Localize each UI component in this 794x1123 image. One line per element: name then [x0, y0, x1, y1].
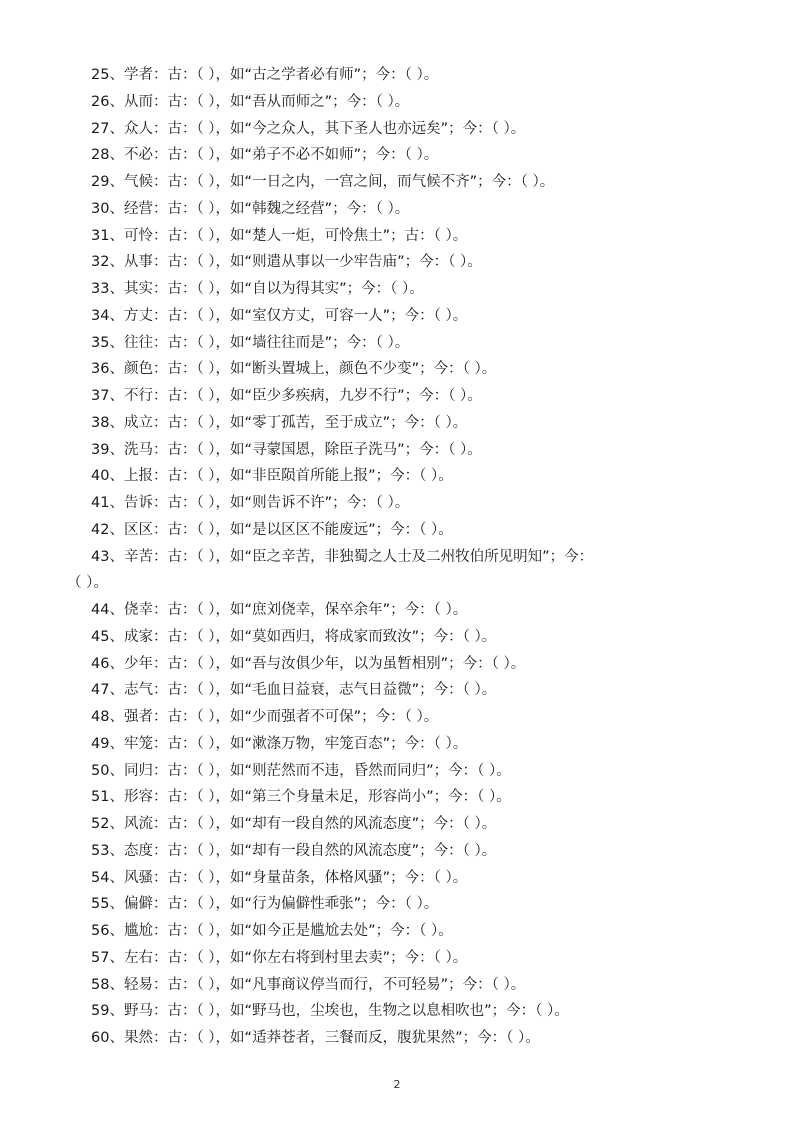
question-line: 42、区区：古：（ ），如“是以区区不能废远”；今：（ ）。 [91, 521, 453, 538]
question-line: 45、成家：古：（ ），如“莫如西归，将成家而致汝”；今：（ ）。 [91, 628, 497, 645]
question-line: 54、风骚：古：（ ），如“身量苗条，体格风骚”；今：（ ）。 [91, 869, 468, 886]
question-line: 50、同归：古：（ ），如“则茫然而不违，昏然而同归”；今：（ ）。 [91, 762, 511, 779]
question-line: 25、学者：古：（ ），如“古之学者必有师”；今：（ ）。 [91, 67, 439, 83]
question-line: 28、不必：古：（ ），如“弟子不必不如师”；今：（ ）。 [91, 147, 439, 164]
question-line: 31、可怜：古：（ ），如“楚人一炬，可怜焦土”；古：（ ）。 [91, 227, 468, 244]
question-line: 44、侥幸：古：（ ），如“庶刘侥幸，保卒余年”；今：（ ）。 [91, 602, 468, 618]
question-line: 37、不行：古：（ ），如“臣少多疾病，九岁不行”；今：（ ）。 [91, 388, 482, 404]
question-line: 39、洗马：古：（ ），如“寻蒙国恩，除臣子洗马”；今：（ ）。 [91, 441, 482, 458]
question-line: 33、其实：古：（ ），如“自以为得其实”；今：（ ）。 [91, 281, 424, 297]
question-line: 27、众人：古：（ ），如“今之众人，其下圣人也亦远矣”；今：（ ）。 [91, 120, 526, 137]
question-list [67, 62, 771, 1052]
question-line: 38、成立：古：（ ），如“零丁孤苦，至于成立”；今：（ ）。 [91, 414, 468, 431]
question-line: 51、形容：古：（ ），如“第三个身量未足，形容尚小”；今：（ ）。 [91, 789, 511, 806]
question-line: 56、尴尬：古：（ ），如“如今正是尴尬去处”；今：（ ）。 [91, 923, 453, 939]
question-line: 32、从事：古：（ ），如“则遣从事以一少牢告庙”；今：（ ）。 [91, 254, 482, 271]
page-number: 2 [393, 1078, 401, 1091]
question-line: 52、风流：古：（ ），如“却有一段自然的风流态度”；今：（ ）。 [91, 816, 497, 832]
question-line: 40、上报：古：（ ），如“非臣陨首所能上报”；今：（ ）。 [91, 468, 453, 485]
question-line: 55、偏僻：古：（ ），如“行为偏僻性乖张”；今：（ ）。 [91, 896, 439, 913]
question-line: 60、果然：古：（ ），如“适莽苍者，三餐而反，腹犹果然”；今：（ ）。 [91, 1030, 540, 1046]
question-line: 41、告诉：古：（ ），如“则告诉不许”；今：（ ）。 [91, 495, 410, 511]
question-line: 29、气候：古：（ ），如“一日之内，一宫之间，而气候不齐”；今：（ ）。 [91, 174, 555, 190]
question-line: 58、轻易：古：（ ），如“凡事商议停当而行，不可轻易”；今：（ ）。 [91, 976, 526, 993]
question-line: 26、从而：古：（ ），如“吾从而师之”；今：（ ）。 [91, 93, 410, 110]
question-line: 53、态度：古：（ ），如“却有一段自然的风流态度”；今：（ ）。 [91, 842, 497, 859]
question-line: 43、辛苦：古：（ ），如“臣之辛苦，非独蜀之人士及二州牧伯所见明知”；今： [91, 548, 594, 565]
question-line: 35、往往：古：（ ），如“墙往往而是”；今：（ ）。 [91, 334, 410, 351]
question-line: 34、方丈：古：（ ），如“室仅方丈，可容一人”；今：（ ）。 [91, 307, 468, 324]
question-line: 48、强者：古：（ ），如“少而强者不可保”；今：（ ）。 [91, 709, 439, 725]
question-line-continuation: （ ）。 [67, 575, 108, 592]
question-line: 57、左右：古：（ ），如“你左右将到村里去卖”；今：（ ）。 [91, 949, 468, 966]
question-line: 46、少年：古：（ ），如“吾与汝俱少年，以为虽暂相别”；今：（ ）。 [91, 655, 526, 672]
question-line: 30、经营：古：（ ），如“韩魏之经营”；今：（ ）。 [91, 200, 410, 217]
question-line: 36、颜色：古：（ ），如“断头置城上，颜色不少变”；今：（ ）。 [91, 361, 497, 378]
question-line: 59、野马：古：（ ），如“野马也，尘埃也，生物之以息相吹也”；今：（ ）。 [91, 1003, 569, 1020]
question-line: 47、志气：古：（ ），如“毛血日益衰，志气日益微”；今：（ ）。 [91, 682, 497, 699]
question-line: 49、牢笼：古：（ ），如“漱涤万物，牢笼百态”；今：（ ）。 [91, 735, 468, 752]
